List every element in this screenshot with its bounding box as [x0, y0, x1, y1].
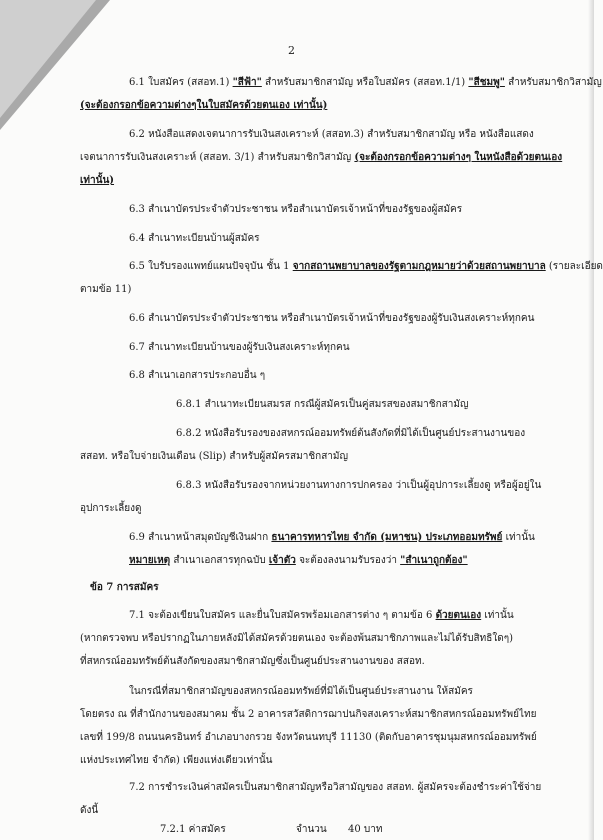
line: 6.6 สำเนาบัตรประจำตัวประชาชน หรือสำเนาบัตรเจ้าหน้าที่ของรัฐของผู้รับเงินสงเคราะห์ทุกคน [129, 313, 535, 324]
line: แห่งประเทศไทย จำกัด) เพียงแห่งเดียวเท่านั้น [80, 755, 273, 766]
page-edge-shadow [588, 0, 594, 840]
line: เท่านั้น) [80, 175, 115, 186]
fee-amount-label: จำนวน [296, 824, 327, 835]
page-number: 2 [288, 44, 295, 57]
line: 6.8.3 หนังสือรับรองจากหน่วยงานทางการปกครอง ว่าเป็นผู้อุปการะเลี้ยงดู หรือผู้อยู่ใน [176, 480, 542, 491]
line: โดยตรง ณ ที่สำนักงานของสมาคม ชั้น 2 อาคารสวัสดิการฌาปนกิจสงเคราะห์สมาชิกสหกรณ์ออมทรัพย์ไทย [80, 709, 537, 720]
line: ในกรณีที่สมาชิกสามัญของสหกรณ์ออมทรัพย์ที่มิได้เป็นศูนย์ประสานงาน ให้สมัคร [129, 686, 473, 697]
line: อุปการะเลี้ยงดู [80, 503, 142, 514]
line: (หากตรวจพบ หรือปรากฏในภายหลังมิได้สมัครด้วยตนเอง จะต้องพ้นสมาชิกภาพและไม่ได้รับสิทธิใดๆ) [80, 633, 513, 644]
line: 6.8 สำเนาเอกสารประกอบอื่น ๆ [129, 370, 266, 381]
line: 7.1 จะต้องเขียนใบสมัคร และยื่นใบสมัครพร้อมเอกสารต่าง ๆ ตามข้อ 6 ด้วยตนเอง เท่านั้น [129, 610, 514, 621]
line: 7.2 การชำระเงินค่าสมัครเป็นสมาชิกสามัญหรือวิสามัญของ สสอท. ผู้สมัครจะต้องชำระค่าใช้จ่าย [129, 782, 542, 793]
line: 6.7 สำเนาทะเบียนบ้านของผู้รับเงินสงเคราะห์ทุกคน [129, 342, 350, 353]
line: ตามข้อ 11) [80, 284, 132, 295]
line: 6.2 หนังสือแสดงเจตนาการรับเงินสงเคราะห์ (สสอท.3) สำหรับสมาชิกสามัญ หรือ หนังสือแสดง [129, 129, 534, 140]
fee-amount: 40 บาท [348, 824, 383, 835]
line: 6.8.1 สำเนาทะเบียนสมรส กรณีผู้สมัครเป็นคู่สมรสของสมาชิกสามัญ [176, 399, 469, 410]
line: 6.1 ใบสมัคร (สสอท.1) "สีฟ้า" สำหรับสมาชิกสามัญ หรือใบสมัคร (สสอท.1/1) "สีชมพู" สำหรับสมาชิกวิสามัญ [129, 77, 602, 88]
line: เจตนาการรับเงินสงเคราะห์ (สสอท. 3/1) สำหรับสมาชิกวิสามัญ (จะต้องกรอกข้อความต่างๆ ในหนังสือด้วยตนเอง [80, 152, 563, 163]
line: 6.8.2 หนังสือรับรองของสหกรณ์ออมทรัพย์ต้นสังกัดที่มิได้เป็นศูนย์ประสานงานของ [176, 428, 526, 439]
line: เลขที่ 199/8 ถนนนครอินทร์ อำเภอบางกรวย จังหวัดนนทบุรี 11130 (ติดกับอาคารชุมนุมสหกรณ์ออมทรัพย์ [80, 732, 537, 743]
section-heading: ข้อ 7 การสมัคร [90, 582, 159, 593]
line: ที่สหกรณ์ออมทรัพย์ต้นสังกัดของสมาชิกสามัญซึ่งเป็นศูนย์ประสานงานของ สสอท. [80, 656, 425, 667]
line: หมายเหตุ สำเนาเอกสารทุกฉบับ เจ้าตัว จะต้องลงนามรับรองว่า "สำเนาถูกต้อง" [129, 555, 468, 566]
line: 6.9 สำเนาหน้าสมุดบัญชีเงินฝาก ธนาคารทหารไทย จำกัด (มหาชน) ประเภทออมทรัพย์ เท่านั้น [129, 532, 535, 543]
line: (จะต้องกรอกข้อความต่างๆในใบสมัครด้วยตนเอง เท่านั้น) [80, 100, 328, 111]
line: สสอท. หรือใบจ่ายเงินเดือน (Slip) สำหรับผู้สมัครสมาชิกสามัญ [80, 451, 349, 462]
line: 6.4 สำเนาทะเบียนบ้านผู้สมัคร [129, 233, 260, 244]
line: 6.3 สำเนาบัตรประจำตัวประชาชน หรือสำเนาบัตรเจ้าหน้าที่ของรัฐของผู้สมัคร [129, 204, 463, 215]
line: ดังนี้ [80, 805, 99, 816]
line: 6.5 ใบรับรองแพทย์แผนปัจจุบัน ชั้น 1 จากสถานพยาบาลของรัฐตามกฎหมายว่าด้วยสถานพยาบาล (รายละเอียด [129, 261, 603, 272]
fee-item: 7.2.1 ค่าสมัคร [160, 824, 226, 835]
